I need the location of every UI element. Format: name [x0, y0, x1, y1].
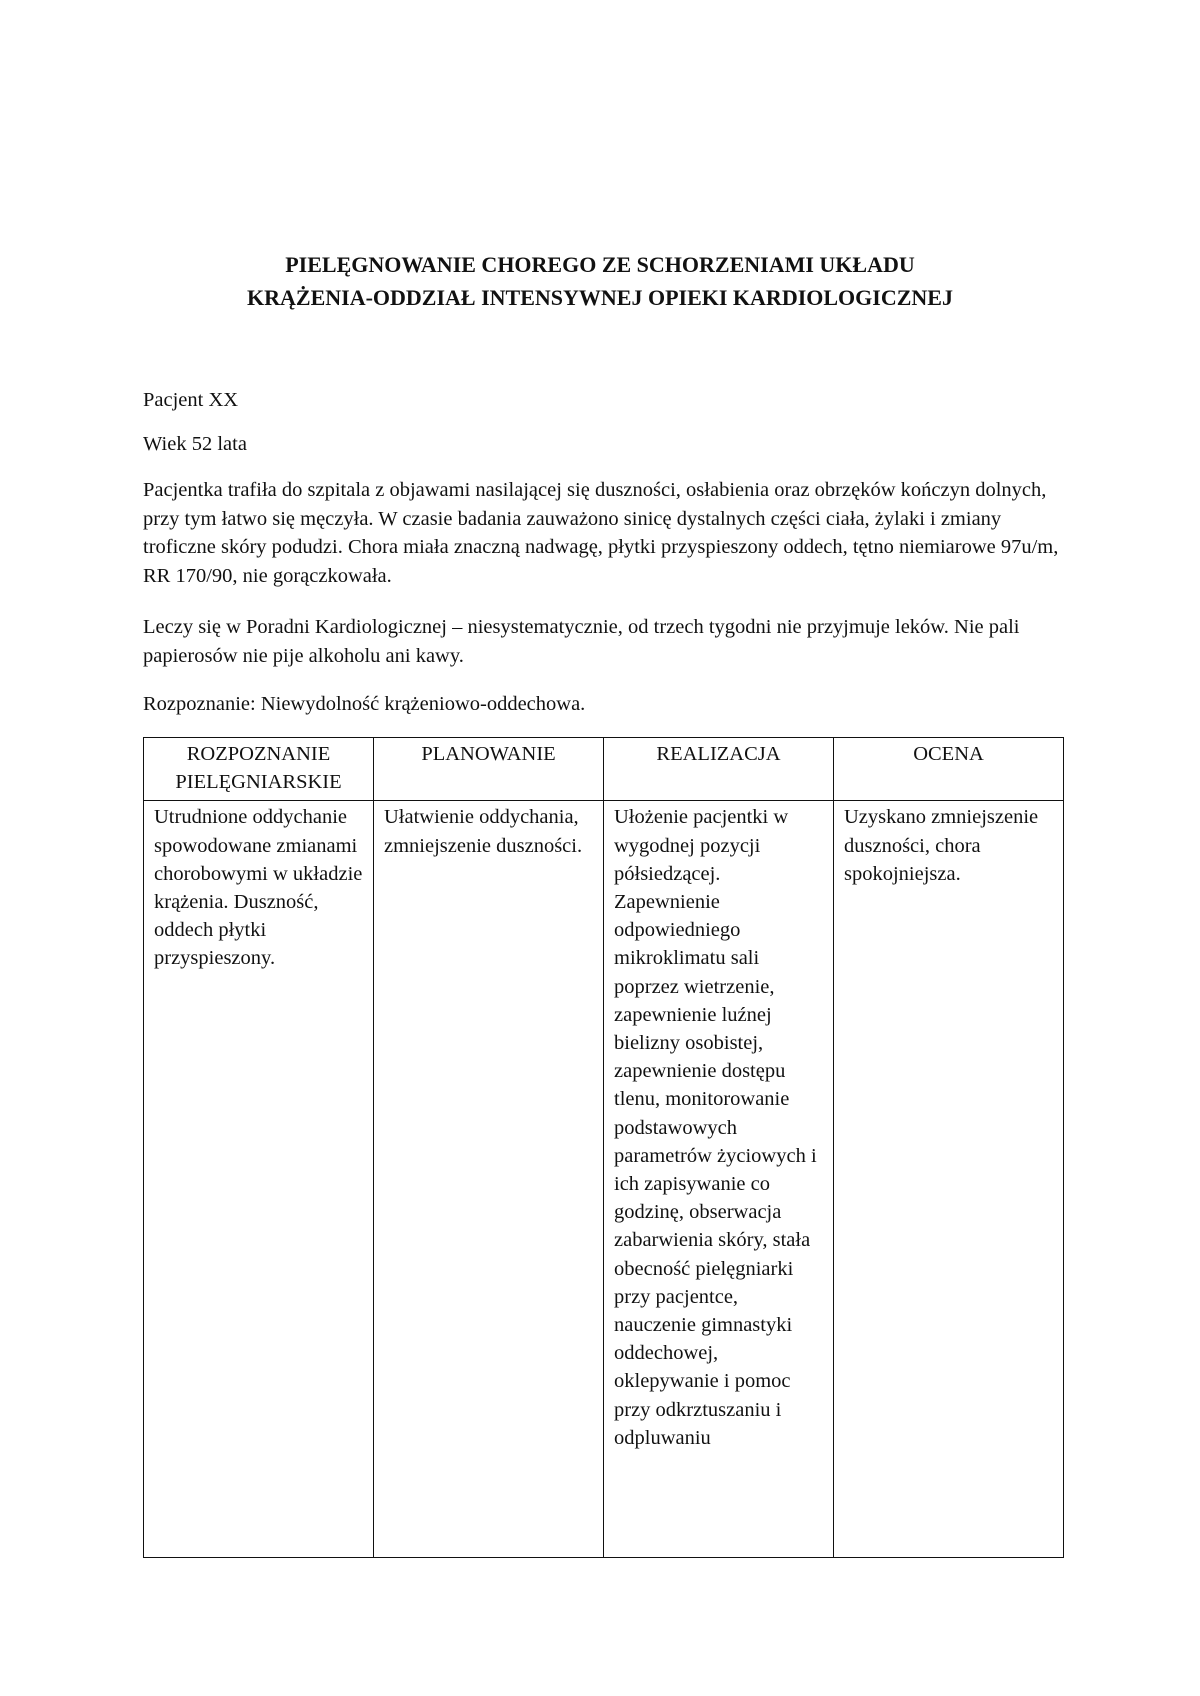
treatment-paragraph: Leczy się w Poradni Kardiologicznej – niesystematycznie, od trzech tygodni nie przyjmuje leków. Nie pali papierosów nie pije alkoholu ani kawy. [143, 616, 1020, 667]
document-title [120, 248, 1080, 314]
title-line-2: KRĄŻENIA-ODDZIAŁ INTENSYWNEJ OPIEKI KARDIOLOGICZNEJ [247, 285, 953, 310]
patient-history-paragraph: Pacjentka trafiła do szpitala z objawami nasilającej się duszności, osłabienia oraz obrzęków kończyn dolnych, przy tym łatwo się męczyła. W czasie badania zauważono sinicę dystalnych części ciała, żylaki i zmiany troficzne skóry podudzi. Chora miała znaczną nadwagę, płytki przyspieszony oddech, tętno niemiarowe 97u/m, RR 170/90, nie gorączkowała. [143, 479, 1059, 587]
header-evaluation: OCENA [834, 738, 1064, 801]
patient-name: Pacjent XX [143, 389, 239, 411]
title-line-1: PIELĘGNOWANIE CHOREGO ZE SCHORZENIAMI UKŁADU [285, 252, 915, 277]
cell-planning: Ułatwienie oddychania, zmniejszenie duszności. [374, 801, 604, 1558]
table-row [144, 801, 1064, 1558]
cell-evaluation: Uzyskano zmniejszenie duszności, chora spokojniejsza. [834, 801, 1064, 1558]
diagnosis-line: Rozpoznanie: Niewydolność krążeniowo-oddechowa. [143, 693, 586, 715]
cell-implementation: Ułożenie pacjentki w wygodnej pozycji półsiedzącej. Zapewnienie odpowiedniego mikroklimatu sali poprzez wietrzenie, zapewnienie luźnej bielizny osobistej, zapewnienie dostępu tlenu, monitorowanie podstawowych parametrów życiowych i ich zapisywanie co godzinę, obserwacja zabarwienia skóry, stała obecność pielęgniarki przy pacjentce, nauczenie gimnastyki oddechowej, oklepywanie i pomoc przy odkrztuszaniu i odpluwaniu [604, 801, 834, 1558]
header-planning: PLANOWANIE [374, 738, 604, 801]
nursing-care-table [143, 737, 1064, 1558]
table-header-row [144, 738, 1064, 801]
cell-nursing-diagnosis: Utrudnione oddychanie spowodowane zmianami chorobowymi w układzie krążenia. Duszność, oddech płytki przyspieszony. [144, 801, 374, 1558]
header-implementation: REALIZACJA [604, 738, 834, 801]
header-nursing-diagnosis: ROZPOZNANIE PIELĘGNIARSKIE [144, 738, 374, 801]
patient-age: Wiek 52 lata [143, 433, 247, 455]
